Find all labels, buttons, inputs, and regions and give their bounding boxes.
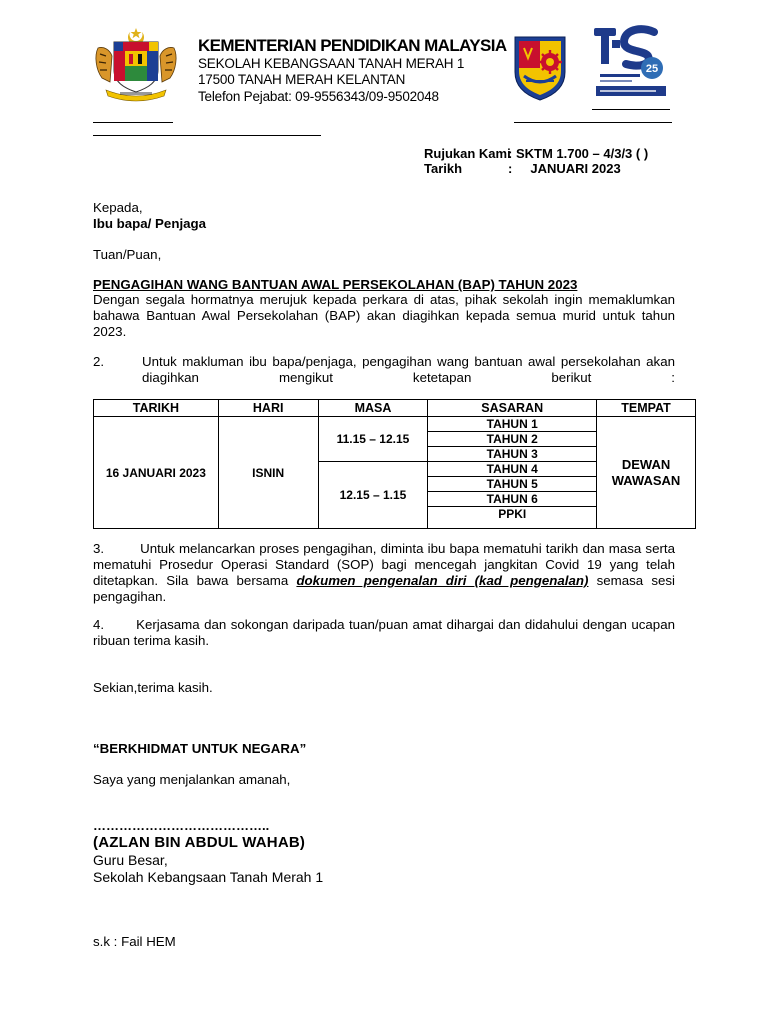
paragraph-4 [93,617,675,649]
distribution-schedule-table [93,399,696,529]
school-name: SEKOLAH KEBANGSAAN TANAH MERAH 1 [198,56,465,71]
header-hari: HARI [218,400,318,417]
header-tempat: TEMPAT [597,400,696,417]
paragraph-3-text-b: semasa sesi pengagihan. [93,573,675,604]
ts25-logo [592,22,670,100]
header-rule-right-long [514,122,672,123]
reference-tarikh-label: Tarikh [424,161,463,176]
cell-sasaran-4: TAHUN 4 [428,462,597,477]
reference-tarikh-value: : JANUARI 2023 [508,161,621,176]
signatory-title: Guru Besar, [93,852,168,868]
table-row [94,417,696,432]
header-masa: MASA [318,400,428,417]
office-phone: Telefon Pejabat: 09-9556343/09-9502048 [198,89,439,104]
paragraph-2-number: 2. [93,354,105,369]
cell-sasaran-7: PPKI [428,507,597,529]
cell-masa-2: 12.15 – 1.15 [318,462,428,529]
carbon-copy: s.k : Fail HEM [93,934,176,949]
trust-statement: Saya yang menjalankan amanah, [93,772,291,787]
paragraph-3-text-a: Untuk melancarkan proses pengagihan, diminta ibu bapa mematuhi tarikh dan masa serta mematuhi Prosedur Operasi Standard (SOP) bagi mencegah jangkitan Covid 19 yang telah ditetapkan. Sila bawa bersama [93,541,675,588]
salutation: Tuan/Puan, [93,247,162,262]
cell-sasaran-6: TAHUN 6 [428,492,597,507]
header-tarikh: TARIKH [94,400,219,417]
recipient-name: Ibu bapa/ Penjaga [93,216,207,231]
cell-sasaran-2: TAHUN 2 [428,432,597,447]
signature-line: ………………………………….. [93,818,270,833]
school-badge-logo [512,34,568,102]
reference-rujukan-value: : SKTM 1.700 – 4/3/3 ( ) [508,146,649,161]
school-address: 17500 TANAH MERAH KELANTAN [198,72,406,87]
cell-hari: ISNIN [218,417,318,529]
cell-sasaran-5: TAHUN 5 [428,477,597,492]
letter-subject: PENGAGIHAN WANG BANTUAN AWAL PERSEKOLAHAN (BAP) TAHUN 2023 [93,277,578,292]
paragraph-3-number: 3. [93,541,105,556]
signatory-name: (AZLAN BIN ABDUL WAHAB) [93,834,306,851]
coat-of-arms-logo [90,26,182,102]
cell-tarikh: 16 JANUARI 2023 [94,417,219,529]
paragraph-4-text: Kerjasama dan sokongan daripada tuan/puan amat dihargai dan didahului dengan ucapan ribuan terima kasih. [93,617,675,648]
ministry-name: KEMENTERIAN PENDIDIKAN MALAYSIA [198,36,507,55]
paragraph-3 [93,541,675,605]
cell-sasaran-3: TAHUN 3 [428,447,597,462]
ts25-number: 25 [645,63,659,75]
recipient-kepada: Kepada, [93,200,143,215]
header-rule-right-short [592,109,670,110]
header-rule-left-long [93,135,321,136]
motto: “BERKHIDMAT UNTUK NEGARA” [93,741,307,756]
header-sasaran: SASARAN [428,400,597,417]
paragraph-1: Dengan segala hormatnya merujuk kepada perkara di atas, pihak sekolah ingin memaklumkan bahawa Bantuan Awal Persekolahan (BAP) akan diagihkan kepada semua murid untuk tahun 2023. [93,292,675,339]
table-header-row [94,400,696,417]
paragraph-4-number: 4. [93,617,105,632]
closing-text: Sekian,terima kasih. [93,680,213,695]
cell-masa-1: 11.15 – 12.15 [318,417,428,462]
reference-rujukan-label: Rujukan Kami [424,146,511,161]
cell-sasaran-1: TAHUN 1 [428,417,597,432]
paragraph-2-text: Untuk makluman ibu bapa/penjaga, pengagihan wang bantuan awal persekolahan akan diagihkan mengikut ketetapan berikut : [142,354,675,385]
header-rule-left-short [93,122,173,123]
signatory-school: Sekolah Kebangsaan Tanah Merah 1 [93,869,324,885]
cell-tempat: DEWAN WAWASAN [597,417,696,529]
paragraph-2 [93,354,675,386]
id-document-emphasis: dokumen pengenalan diri (kad pengenalan) [296,573,589,588]
